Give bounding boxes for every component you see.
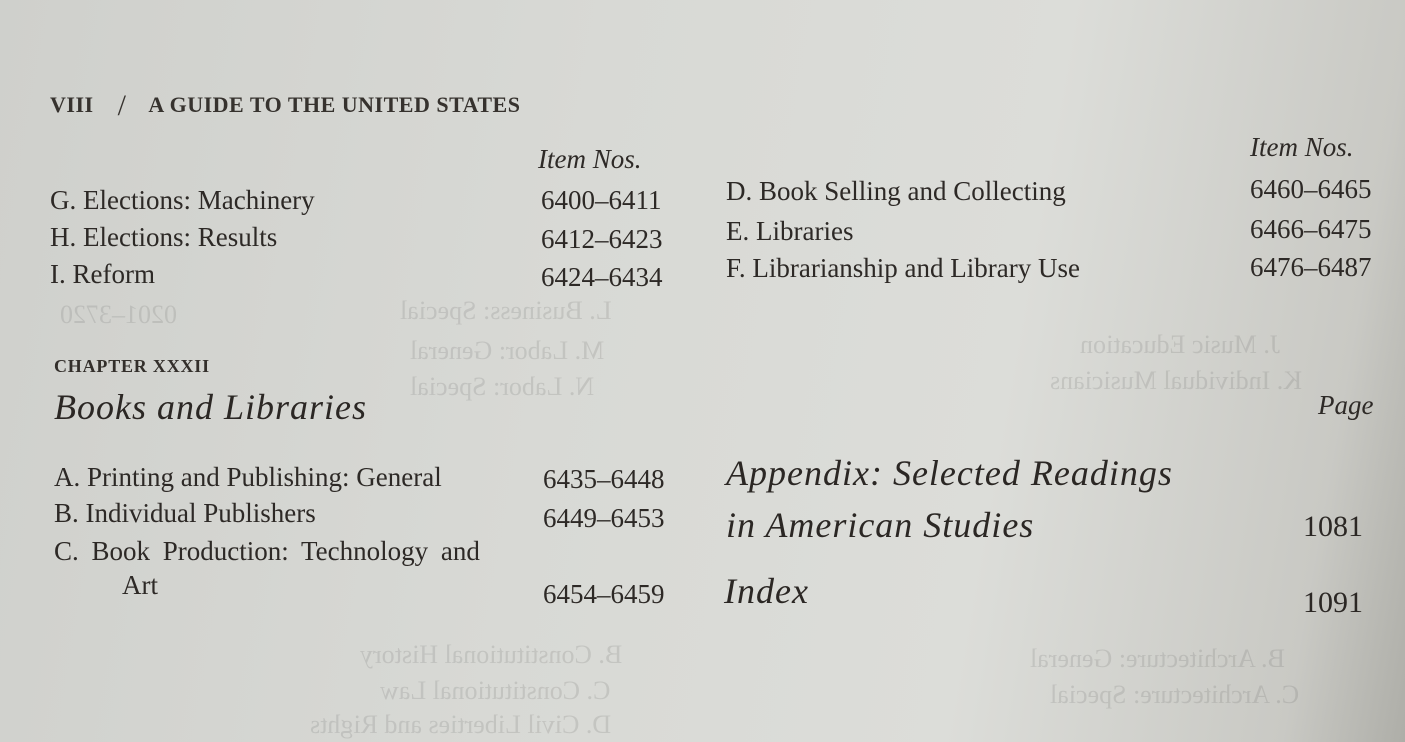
- entry-label: E. Libraries: [726, 216, 854, 246]
- appendix-title-line1: Appendix: Selected Readings: [726, 453, 1173, 493]
- entry-range: 6466–6475: [1250, 214, 1372, 244]
- appendix-page-number: 1081: [1303, 510, 1363, 543]
- show-through-text: J. Music Education: [1080, 330, 1281, 359]
- entry-label: H. Elections: Results: [50, 222, 278, 252]
- entry-range: 6449–6453: [543, 503, 665, 533]
- entry-range: 6424–6434: [541, 262, 663, 292]
- entry-label: A. Printing and Publishing: General: [54, 462, 442, 492]
- show-through-text: K. Individual Musicians: [1050, 366, 1303, 395]
- page-label: VIII: [50, 92, 94, 117]
- entry-label-continued: Art: [122, 570, 158, 600]
- entry-label: C. Book Production: Technology and: [54, 536, 480, 566]
- chapter-label: CHAPTER XXXII: [54, 356, 210, 376]
- item-nos-header-right: Item Nos.: [1250, 132, 1354, 162]
- entry-range: 6435–6448: [543, 464, 665, 494]
- entry-label: F. Librarianship and Library Use: [726, 253, 1080, 283]
- entry-range: 6460–6465: [1250, 174, 1372, 204]
- show-through-text: L. Business: Special: [400, 296, 612, 325]
- running-head: [50, 86, 520, 120]
- entry-range: 6454–6459: [543, 579, 665, 609]
- entry-range: 6412–6423: [541, 224, 663, 254]
- chapter-title: Books and Libraries: [54, 387, 368, 427]
- show-through-text: B. Architecture: General: [1030, 644, 1285, 673]
- appendix-title-line2: in American Studies: [726, 505, 1035, 545]
- index-page-number: 1091: [1303, 586, 1363, 619]
- show-through-text: M. Labor: General: [410, 336, 605, 365]
- book-title: A GUIDE TO THE UNITED STATES: [148, 92, 521, 117]
- separator: /: [117, 89, 127, 122]
- page-column-header: Page: [1318, 390, 1374, 420]
- show-through-text: N. Labor: Special: [410, 372, 595, 401]
- entry-label: I. Reform: [50, 259, 155, 289]
- show-through-text: C. Constitutional Law: [380, 676, 611, 705]
- entry-label: G. Elections: Machinery: [50, 185, 315, 215]
- index-title: Index: [724, 571, 809, 611]
- entry-label: B. Individual Publishers: [54, 498, 316, 528]
- item-nos-header-left: Item Nos.: [538, 144, 642, 174]
- entry-range: 6400–6411: [541, 185, 662, 215]
- show-through-text: C. Architecture: Special: [1050, 680, 1300, 709]
- show-through-text: 0201–3720: [60, 300, 177, 329]
- entry-label: D. Book Selling and Collecting: [726, 176, 1066, 206]
- show-through-text: B. Constitutional History: [360, 640, 623, 669]
- entry-range: 6476–6487: [1250, 252, 1372, 282]
- show-through-text: D. Civil Liberties and Rights: [310, 710, 612, 739]
